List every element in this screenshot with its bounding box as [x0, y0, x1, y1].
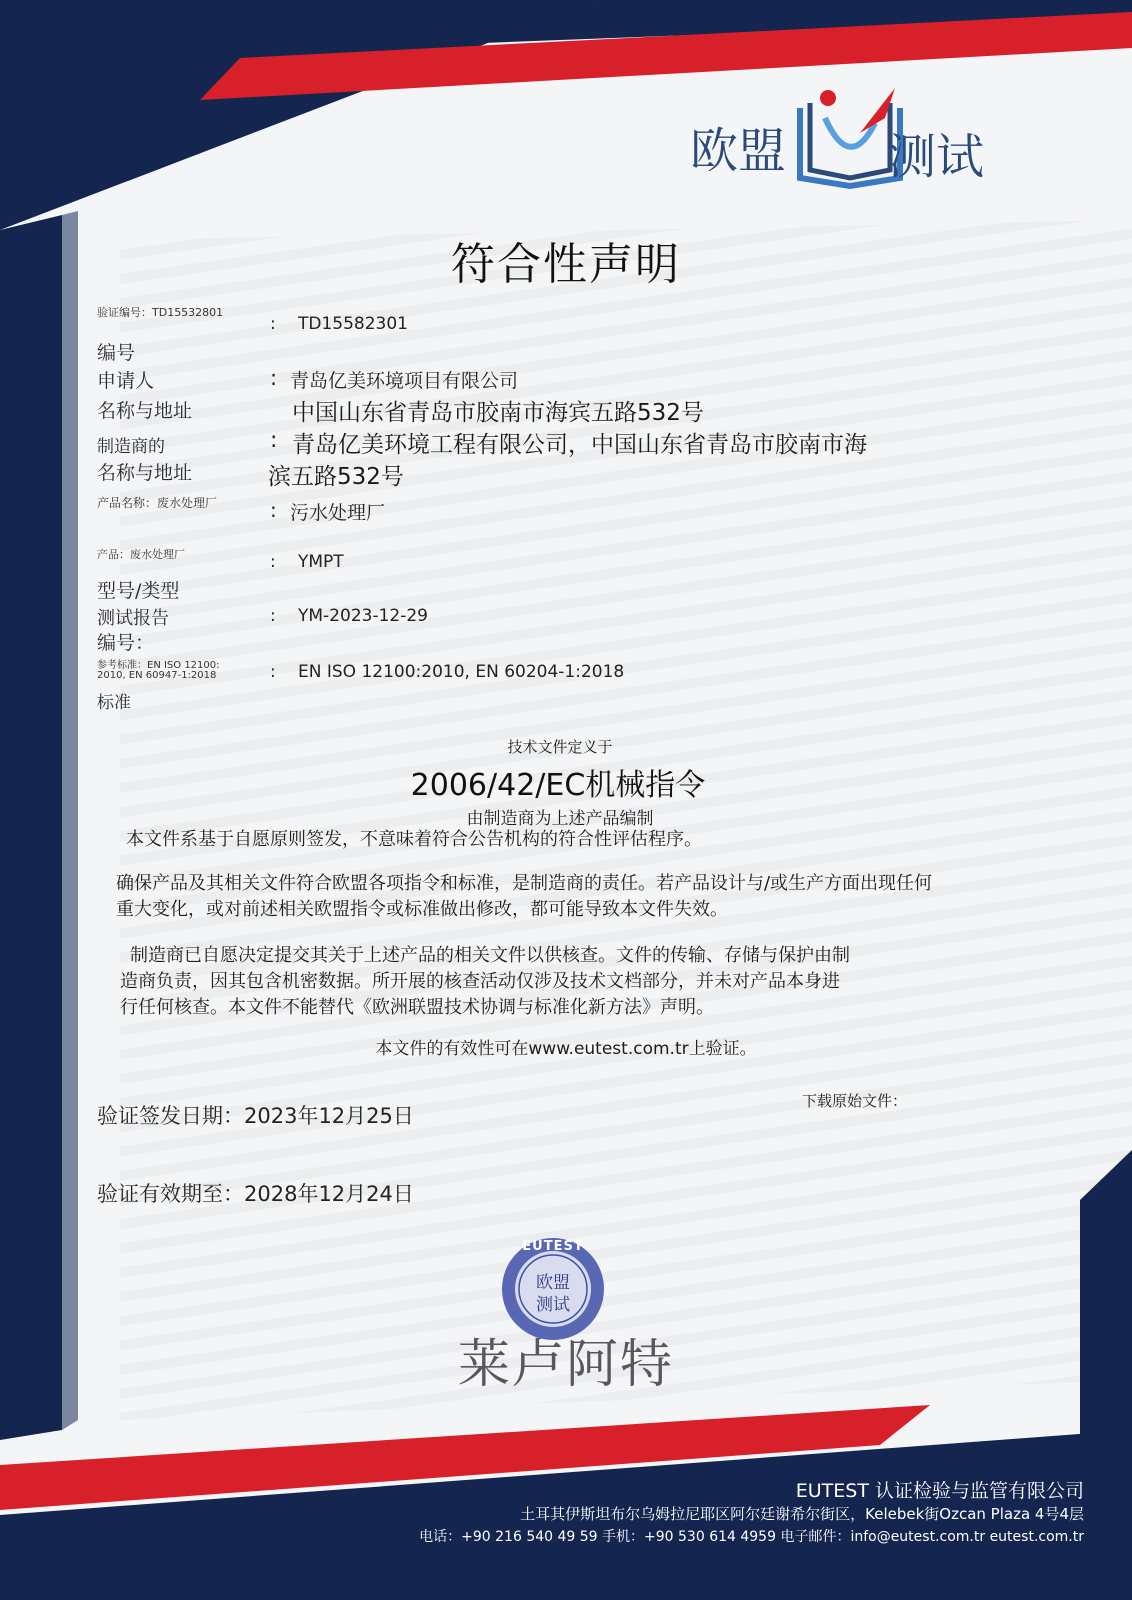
report-value: YM-2023-12-29	[298, 606, 428, 626]
footer-company: EUTEST 认证检验与监管有限公司	[795, 1480, 1084, 1502]
manufacturer-line1: 青岛亿美环境工程有限公司，中国山东省青岛市胶南市海	[292, 432, 867, 458]
manufacturer-line2: 滨五路532号	[268, 464, 404, 490]
paragraph-2-line2: 重大变化，或对前述相关欧盟指令或标准做出修改，都可能导致本文件失效。	[116, 899, 728, 920]
directive-name: 2006/42/EC机械指令	[410, 768, 706, 803]
model-value: YMPT	[298, 552, 344, 572]
colon: :	[270, 428, 278, 453]
footer-address: 土耳其伊斯坦布尔乌姆拉尼耶区阿尔廷谢希尔街区，Kelebek街Ozcan Plaza 4号4层	[520, 1505, 1084, 1523]
colon: :	[270, 498, 277, 522]
expiry-date: 验证有效期至：2028年12月24日	[97, 1182, 414, 1206]
product-value: 污水处理厂	[290, 502, 386, 524]
manufacturer-label: 制造商的	[97, 437, 165, 457]
applicant-address: 中国山东省青岛市胶南市海宾五路532号	[292, 400, 704, 426]
directive-intro: 技术文件定义于	[507, 738, 613, 756]
paragraph-3-line3: 行任何核查。本文件不能替代《欧洲联盟技术协调与标准化新方法》声明。	[120, 997, 714, 1018]
paragraph-2-line1: 确保产品及其相关文件符合欧盟各项指令和标准，是制造商的责任。若产品设计与/或生产方面出现任何	[116, 873, 933, 894]
paragraph-3-line2: 造商负责，因其包含机密数据。所开展的核查活动仅涉及技术文档部分，并未对产品本身进	[120, 971, 840, 992]
footer-contact: 电话：+90 216 540 49 59 手机：+90 530 614 4959 电子邮件：info@eutest.com.tr eutest.com.tr	[419, 1529, 1084, 1545]
number-label: 编号	[97, 342, 136, 364]
paragraph-3-line1: 制造商已自愿决定提交其关于上述产品的相关文件以供核查。文件的传输、存储与保护由制	[130, 945, 850, 966]
applicant-label: 申请人	[97, 370, 155, 392]
validity-note: 本文件的有效性可在www.eutest.com.tr上验证。	[375, 1039, 757, 1059]
applicant-address-label: 名称与地址	[97, 400, 193, 422]
product-name-small: 产品名称：废水处理厂	[97, 496, 218, 510]
seal-center-text-2: 测试	[536, 1295, 570, 1315]
standard-small-1: 参考标准：EN ISO 12100:	[97, 660, 220, 671]
verification-number-small: 验证编号：TD15532801	[97, 306, 224, 319]
standard-value: EN ISO 12100:2010, EN 60204-1:2018	[298, 662, 625, 682]
logo-text-left: 欧盟	[690, 123, 787, 179]
model-small: 产品：废水处理厂	[97, 548, 185, 561]
document-title: 符合性声明	[451, 239, 681, 290]
logo-text-right: 测试	[888, 129, 985, 185]
seal-top-text: EUTEST	[522, 1239, 584, 1254]
issue-date: 验证签发日期：2023年12月25日	[97, 1104, 414, 1128]
applicant-name: 青岛亿美环境项目有限公司	[290, 370, 519, 392]
manufacturer-address-label: 名称与地址	[97, 462, 193, 484]
colon: :	[270, 552, 276, 572]
report-label: 测试报告	[97, 608, 169, 629]
seal-center-text-1: 欧盟	[536, 1273, 570, 1293]
download-original-label: 下载原始文件：	[802, 1092, 908, 1110]
signature: 莱卢阿特	[457, 1335, 674, 1395]
model-label: 型号/类型	[97, 580, 180, 602]
directive-compiled: 由制造商为上述产品编制	[466, 809, 654, 829]
report-number-label: 编号：	[97, 632, 155, 654]
paragraph-1: 本文件系基于自愿原则签发，不意味着符合公告机构的符合性评估程序。	[126, 829, 702, 850]
colon: :	[270, 366, 278, 390]
colon: :	[270, 606, 276, 626]
colon: :	[270, 662, 276, 682]
standard-label: 标准	[97, 693, 131, 713]
standard-small-2: 2010, EN 60947-1:2018	[97, 670, 217, 681]
colon: :	[270, 314, 276, 334]
number-value: TD15582301	[298, 314, 409, 334]
